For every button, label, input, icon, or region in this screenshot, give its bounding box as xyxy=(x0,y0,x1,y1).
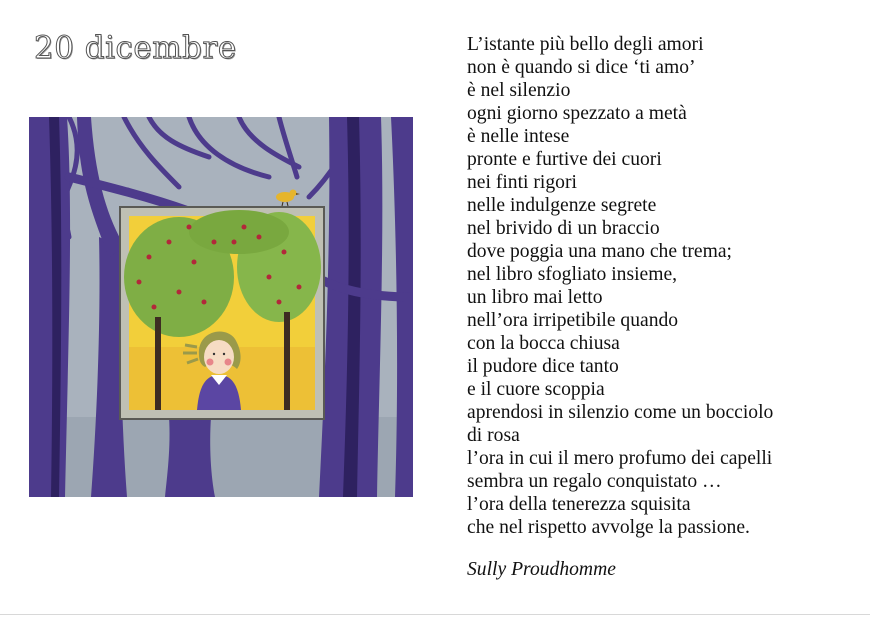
bottom-divider xyxy=(0,614,870,615)
girl-eye-left xyxy=(213,353,215,355)
poem-line: ogni giorno spezzato a metà xyxy=(467,103,687,124)
girl-face xyxy=(204,340,234,374)
poem-line: pronte e furtive dei cuori xyxy=(467,149,662,170)
poem xyxy=(467,33,773,539)
poem-line: il pudore dice tanto xyxy=(467,356,619,377)
poem-line: l’ora in cui il mero profumo dei capelli xyxy=(467,448,773,469)
poem-line: è nelle intese xyxy=(467,126,570,147)
girl-cheek-right xyxy=(225,359,232,366)
window-tree-trunk-left xyxy=(155,317,161,410)
foliage-top xyxy=(189,210,289,254)
girl-eye-right xyxy=(223,353,225,355)
poem-author: Sully Proudhomme xyxy=(467,559,616,580)
tree-trunk-left xyxy=(29,117,70,497)
poem-line: nel brivido di un braccio xyxy=(467,218,660,239)
poem-line: è nel silenzio xyxy=(467,80,571,101)
date-title: 20 dicembre xyxy=(34,30,237,66)
poem-line: che nel rispetto avvolge la passione. xyxy=(467,517,750,538)
poem-line: dove poggia una mano che trema; xyxy=(467,241,732,262)
poem-line: l’ora della tenerezza squisita xyxy=(467,494,691,515)
poem-line: nelle indulgenze segrete xyxy=(467,195,657,216)
poem-line: sembra un regalo conquistato … xyxy=(467,471,722,492)
poem-line: nell’ora irripetibile quando xyxy=(467,310,679,331)
poem-line: con la bocca chiusa xyxy=(467,333,620,354)
window-tree-trunk-right xyxy=(284,312,290,410)
girl-cheek-left xyxy=(207,359,214,366)
poem-line: nei finti rigori xyxy=(467,172,577,193)
poem-line: nel libro sfogliato insieme, xyxy=(467,264,678,285)
illustration xyxy=(29,117,413,497)
poem-line: non è quando si dice ‘ti amo’ xyxy=(467,57,696,78)
bird-head xyxy=(290,190,297,197)
poem-line: aprendosi in silenzio come un bocciolo xyxy=(467,402,774,423)
poem-line: e il cuore scoppia xyxy=(467,379,605,400)
poem-line: L’istante più bello degli amori xyxy=(467,34,704,55)
poem-line: di rosa xyxy=(467,425,520,446)
poem-line: un libro mai letto xyxy=(467,287,603,308)
tree-trunk-below-window xyxy=(165,417,215,497)
